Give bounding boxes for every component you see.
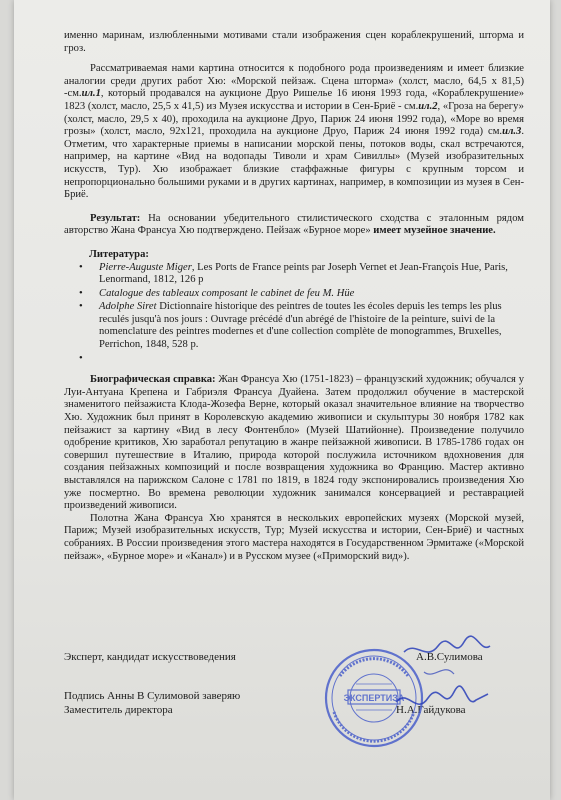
literature-list [64, 262, 524, 366]
deputy-name: Н.А.Гайдукова [396, 704, 466, 716]
literature-item-empty [99, 353, 524, 366]
document-body [64, 30, 524, 563]
expert-name: А.В.Сулимова [416, 651, 483, 663]
literature-item: • Catalogue des tableaux composant le cabinet de feu M. Hüe [99, 288, 524, 301]
deputy-role: Заместитель директора [64, 704, 173, 716]
document-page [14, 0, 550, 800]
intro-line: именно маринам, излюбленными мотивами стали изображения сцен кораблекрушений, шторма и гроз. [64, 30, 524, 54]
certification-line: Подпись Анны В Сулимовой заверяю [64, 690, 241, 702]
museums-paragraph: Полотна Жана Франсуа Хю хранятся в нескольких европейских музеях (Морской музей, Париж; Музей изобразительных искусств, Тур; Музей искусства и истории, Сен-Бриё) и частных собраниях. В России произведения этого мастера находятся в Государственном Эрмитаже («Морской пейзаж», «Бурное море» и «Канал») и в Русском музее («Приморский вид»). [64, 512, 524, 562]
analysis-paragraph [64, 63, 524, 202]
analysis-text-1: Рассматриваемая нами картина относится к подобного рода произведениям и имеет близкие аналогии среди других работ Хю: «Морской пейзаж. Сцена шторма» (холст, масло, 64,5 х 81,5) -см. [64, 63, 524, 100]
biography-paragraph [64, 374, 524, 513]
result-text: На основании убедительного стилистического сходства с эталонным рядом авторство Жана Франсуа Хю подтверждено. Пейзаж «Бурное море» [64, 212, 524, 237]
illustration-ref-2: ил.2 [418, 100, 438, 112]
expert-role: Эксперт, кандидат искусствоведения [64, 651, 236, 663]
analysis-text-2: , который продавался на аукционе Друо Ришелье 16 июня 1993 года, «Кораблекрушение» 1823 (холст, масло, 25,5 х 41,5) из Музея искусства и истории в Сен-Бриё - см. [64, 88, 524, 112]
analysis-text-4: . Отметим, что характерные приемы в написании морской пены, потоков воды, скал встречаются, например, на картине «Вид на водопады Тиволи и храм Сивиллы» (Музей изобразительных искусств, Тур). Хю изображает близкие стаффажные фигуры с крупным торсом и непропорционально большими руками и в других картинах, например, в композиции из музея в Сен-Бриё. [64, 126, 524, 201]
stamp-center-text: ЭКСПЕРТИЗА [343, 693, 405, 703]
result-paragraph [64, 213, 524, 238]
biography-text: Жан Франсуа Хю (1751-1823) – французский художник; обучался у Луи-Антуана Крепена и Габриэля Франсуа Дуайена. Затем продолжил обучение в мастерской знаменитого пейзажиста Клода-Жозефа Верне, который оказал значительное влияние на творчество Хю. Художник был принят в Королевскую академию живописи и скульптуры 30 ноября 1782 как пейзажист за картину «Вид в лесу Фонтенбло» (Музей Шатийонне). Произведение получило одобрение критиков, Хю заработал репутацию в жанре пейзажной живописи. В 1785-1786 годах он совершил путешествие в Италию, природа которой послужила источником вдохновения для создания пейзажных композиций и после возвращения художника во Францию. Мастер активно выставлялся на парижском Салоне с 1781 по 1819, в 1824 году экспонировались произведения Хю уже посмертно. Во времена революции художник занимался консервацией и реставрацией произведений живописи. [64, 374, 524, 512]
illustration-ref-1: ил.1 [81, 88, 101, 100]
result-conclusion: имеет музейное значение. [373, 225, 496, 237]
official-stamp [304, 632, 504, 752]
illustration-ref-3: ил.3 [502, 126, 522, 138]
analysis-text-3: , «Гроза на берегу» (холст, масло, 29,5 х 40), проходила на аукционе Друо, Париж 24 июня 1992 года), «Море во время грозы» (холст, масло, 92х121, проходила на аукционе Друо, Париж 24 июня 1992 года) см. [64, 100, 524, 138]
literature-item: • Pierre-Auguste Miger, Les Ports de France peints par Joseph Vernet et Jean-François Hue, Paris, Lenormand, 1812, 126 p [99, 262, 524, 287]
result-label: Результат: [90, 212, 141, 224]
literature-item: • Adolphe Siret Dictionnaire historique des peintres de toutes les écoles depuis les temps les plus reculés jusqu'à nos jours : Ouvrage précédé d'un abrégé de l'histoire de la peinture, suivi de la nomenclature des peintres modernes et d'une collection complète de monogrammes, Bruxelles, Perrichon, 1848, 528 p. [99, 301, 524, 351]
literature-heading: Литература: [89, 248, 149, 260]
biography-label: Биографическая справка: [90, 374, 216, 386]
